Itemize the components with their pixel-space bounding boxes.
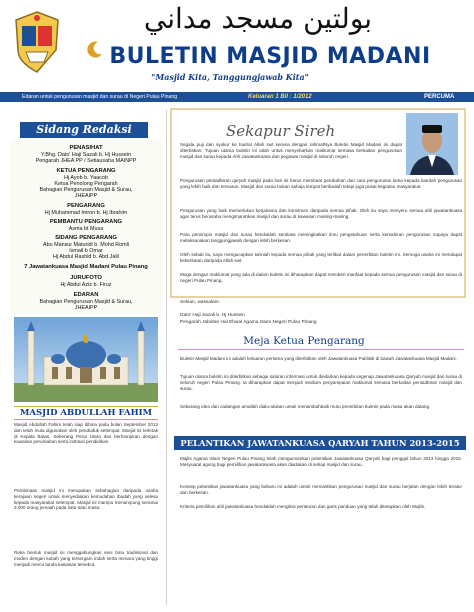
distribution-note: Edaran untuk pengurusan masjid dan surau di Negeri Pulau Pinang	[22, 93, 178, 100]
role-label: KETUA PENGARANG	[56, 168, 116, 174]
member-name: Hj Muhammad Imron b. Hj Ibrahim	[44, 210, 128, 216]
mosque-paragraph: Pembinaan masjid ini merupakan sebahagian daripada usaha kerajaan negeri untuk menyediakan kemudahan ibadah yang selesa kepada masyarakat setempat. Masjid ini mampu menampung seramai 3,000 orang jemaah pada satu-satu masa.	[14, 488, 158, 511]
meja-paragraph: Buletin Masjid Madani ini adalah keluaran pertama yang diterbitkan oleh Jawatankuasa Publisiti di bawah Jawatankuasa Masjid Madani.	[180, 356, 457, 361]
member-name: JHEAIPP	[74, 305, 98, 311]
role-label: PENASIHAT	[69, 145, 103, 151]
meja-paragraph: Tujuan utama buletin ini diterbitkan sebagai saluran informasi untuk diedarkan kepada segenap Jawatankuasa Qaryah masjid dan surau di seluruh negeri Pulau Pinang. Ia diharapkan dapat menjadi medium penyampaian maklumat semasa berkaitan pentadbiran masjid dan surau.	[180, 374, 463, 391]
member-name: JHEAIPP	[74, 193, 98, 199]
role-label: SIDANG PENGARANG	[55, 235, 117, 241]
sign-off: Sekian, wassalam.	[180, 300, 220, 305]
role-label: EDARAN	[73, 292, 99, 298]
member-name: Bahagian Pengurusan Masjid & Surau,	[39, 187, 133, 193]
signature-name: Dato' Haji Sazali b. Hj Hussein	[180, 313, 245, 318]
pelantikan-paragraph: Majlis Agama Islam Negeri Pulau Pinang telah mengumumkan pelantikan Jawatankuasa Qaryah bagi penggal tahun 2013 hingga 2015. Mesyuarat agung bagi pemilihan jawatankuasa akan diadakan di setiap masjid dan surau.	[180, 456, 462, 467]
meja-paragraph: Sebarang idea dan cadangan amatlah dialu-alukan untuk menambahbaik mutu penerbitan buletin pada masa akan datang.	[180, 404, 431, 409]
arabic-title: بولتين مسجد مداني	[143, 2, 373, 35]
sekapur-paragraph: Oleh sebab itu, saya mengucapkan tahniah kepada semua pihak yang terlibat dalam penerbitan buletin ini. Semoga usaha ini mendapat keberkatan daripada Allah swt.	[180, 252, 462, 263]
mosque-paragraph: Masjid Abdullah Fahim telah siap dibina pada bulan September 2012 dan telah mula digunakan oleh penduduk setempat. Masjid ini terletak di Kepala Batas, Seberang Perai Utara dan berhampiran dengan kawasan perumahan serta institusi pendidikan.	[14, 422, 158, 445]
sekapur-sireh-heading: Sekapur Sireh	[226, 122, 336, 140]
bulletin-title: BULETIN MASJID MADANI	[109, 44, 431, 69]
mosque-photo	[14, 317, 158, 402]
role-label: PENGARANG	[67, 203, 105, 209]
member-name: Hj Ayob b. Yaacob	[64, 175, 108, 181]
meja-heading: Meja Ketua Pengarang	[243, 335, 365, 347]
pelantikan-heading: PELANTIKAN JAWATANKUASA QARYAH TAHUN 2013-2015	[174, 436, 466, 450]
mosque-caption: MASJID ABDULLAH FAHIM	[14, 406, 158, 420]
sekapur-paragraph: Pengurusan yang baik memerlukan kerjasama dan komitmen daripada semua pihak. Oleh itu saya menyeru semua ahli jawatankuasa agar terus berusaha mengimarahkan masjid dan surau di kawasan masing-masing.	[180, 208, 462, 219]
member-name: Y.Bhg. Dato' Haji Sazali b. Hj Hussein	[41, 152, 131, 158]
member-name: Hj Abdul Rashid b. Abd Jalil	[53, 254, 119, 260]
director-portrait	[406, 113, 458, 175]
sekapur-paragraph: Pengurusan pentadbiran qaryah masjid pada hari ini harus membuat perubahan dari cara pengurusan lama kepada kaedah pengurusan yang lebih baik dan tersusun. Masjid dan surau bukan sahaja tempat beribadah tetapi juga pusat kegiatan masyarakat.	[180, 178, 462, 189]
price-label: PERCUMA	[424, 93, 455, 100]
role-label: 7 Jawatankuasa Masjid Madani Pulau Pinang	[24, 264, 148, 270]
member-name: Bahagian Pengurusan Masjid & Surau,	[39, 299, 133, 305]
mosque-paragraph: Reka bentuk masjid ini menggabungkan seni bina tradisional dan moden dengan kubah yang tersergam indah serta menara yang tinggi menjadi mercu tanda kawasan tersebut.	[14, 550, 158, 567]
signature-title: Pengarah Jabatan Hal Ehwal Agama Islam Negeri Pulau Pinang	[180, 320, 317, 325]
column-divider	[166, 110, 167, 605]
member-name: Ismail b Omar	[69, 248, 103, 254]
role-label: JURUFOTO	[70, 275, 102, 281]
member-name: Asma bt Musa	[68, 226, 104, 232]
meja-rule	[178, 349, 464, 350]
state-crest-icon	[8, 8, 66, 78]
member-name: Abu Mansur Maturidi b. Mohd Romli	[43, 242, 129, 248]
sekapur-paragraph: Moga dengan maklumat yang ada di dalam buletin ini diharapkan dapat memberi manfaat kepada semua pengurusan masjid dan surau di negeri Pulau Pinang.	[180, 272, 462, 283]
issue-number: Keluaran 1 Bil : 1/2012	[248, 93, 312, 100]
masthead	[0, 0, 474, 92]
sekapur-paragraph: Para pemimpin masjid dan surau hendaklah sentiasa meningkatkan ilmu pengetahuan serta kemahiran pengurusan supaya dapat melaksanakan tanggungjawab dengan lebih berkesan.	[180, 232, 462, 243]
tagline: "Masjid Kita, Tanggungjawab Kita"	[151, 72, 309, 82]
member-name: Ketua Penolong Pengarah	[54, 181, 118, 187]
info-bar	[0, 92, 474, 102]
pelantikan-paragraph: Kriteria pemilihan ahli jawatankuasa hendaklah mengikut peraturan dan garis panduan yang telah ditetapkan oleh Majlis.	[180, 504, 426, 509]
sekapur-paragraph: Segala puji dan syukur ke hadrat Allah swt kerana dengan rahmatNya Buletin Masjid Madani ini dapat diterbitkan. Tujuan utama buletin ini ialah untuk menyebarkan maklumat semasa berkaitan pengurusan masjid dan surau kepada Ahli Jawatankuasa dan pegawai masjid di seluruh negeri.	[180, 142, 402, 159]
sidang-redaksi-heading: Sidang Redaksi	[20, 122, 148, 138]
member-name: Hj Abdul Aziz b. Firuz	[60, 282, 112, 288]
pelantikan-paragraph: Konsep pelantikan jawatankuasa yang baharu ini adalah untuk memastikan pengurusan masjid dan surau berjalan dengan lebih teratur dan berkesan.	[180, 484, 462, 495]
member-name: Pengarah JHEA PP / Setiausaha MAINPP	[35, 158, 137, 164]
role-label: PEMBANTU PENGARANG	[49, 219, 123, 225]
